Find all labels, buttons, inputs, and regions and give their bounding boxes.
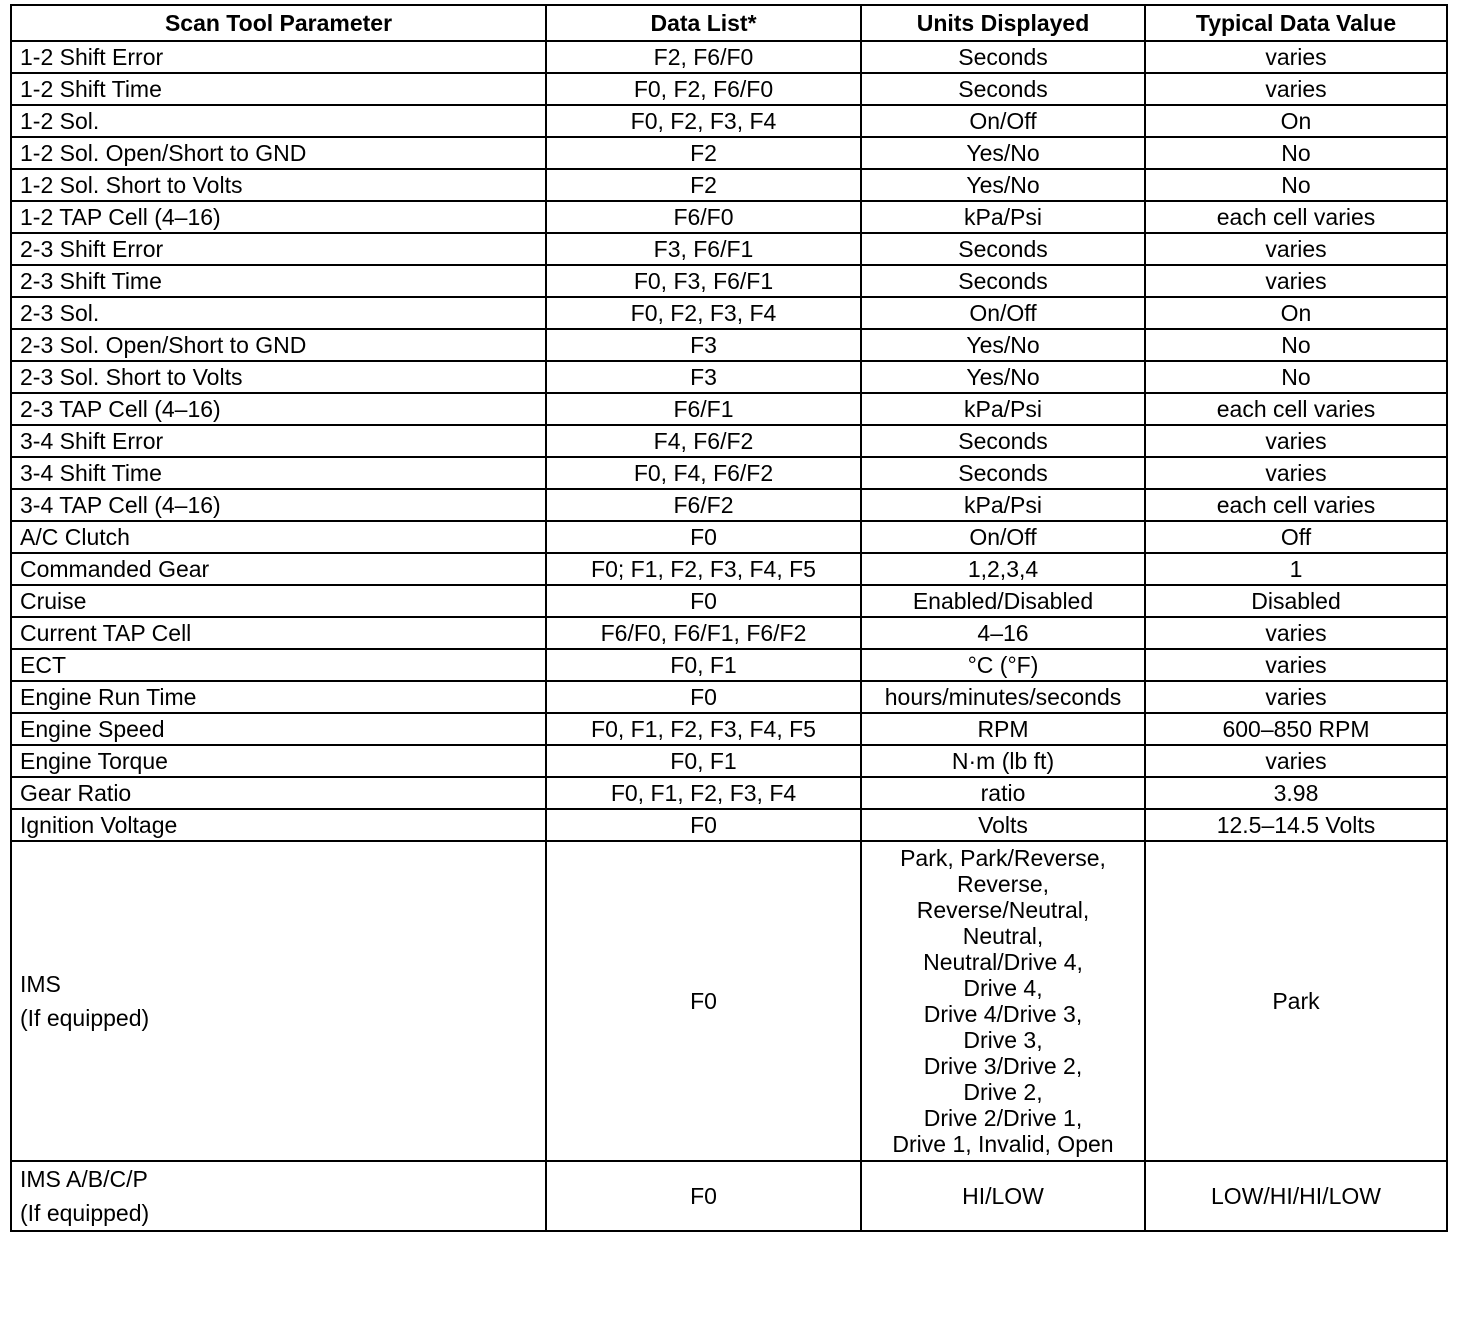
cell-units [861, 841, 1145, 1161]
table-row [11, 41, 1447, 73]
header-units-displayed: Units Displayed [861, 5, 1145, 41]
table-row [11, 713, 1447, 745]
cell-data-list: F0 [546, 521, 861, 553]
ims-param-name: IMS [20, 971, 61, 997]
table-row [11, 233, 1447, 265]
table-row [11, 649, 1447, 681]
ims-units-line: Drive 4/Drive 3, [923, 1001, 1083, 1027]
cell-data-list: F0 [546, 841, 861, 1161]
ims-units-line: Neutral, [962, 923, 1044, 949]
cell-parameter: 3-4 Shift Time [11, 457, 546, 489]
cell-parameter: Ignition Voltage [11, 809, 546, 841]
cell-units: Yes/No [861, 169, 1145, 201]
cell-parameter: 3-4 TAP Cell (4–16) [11, 489, 546, 521]
cell-parameter: 3-4 Shift Error [11, 425, 546, 457]
cell-units: Seconds [861, 425, 1145, 457]
table-row [11, 105, 1447, 137]
cell-value: each cell varies [1145, 201, 1447, 233]
cell-value: varies [1145, 233, 1447, 265]
cell-units: Seconds [861, 41, 1145, 73]
cell-units: Yes/No [861, 329, 1145, 361]
cell-parameter: Engine Torque [11, 745, 546, 777]
table-row [11, 681, 1447, 713]
table-row [11, 265, 1447, 297]
cell-data-list: F0, F2, F3, F4 [546, 105, 861, 137]
cell-value: No [1145, 329, 1447, 361]
cell-value: 600–850 RPM [1145, 713, 1447, 745]
cell-parameter: Cruise [11, 585, 546, 617]
scan-tool-parameter-table [10, 4, 1448, 1232]
cell-parameter: 2-3 TAP Cell (4–16) [11, 393, 546, 425]
cell-value: varies [1145, 73, 1447, 105]
cell-parameter: A/C Clutch [11, 521, 546, 553]
cell-parameter [11, 1161, 546, 1231]
ims-units-line: Drive 3/Drive 2, [923, 1053, 1083, 1079]
cell-value: No [1145, 137, 1447, 169]
table-row [11, 457, 1447, 489]
cell-data-list: F0 [546, 585, 861, 617]
cell-units: 4–16 [861, 617, 1145, 649]
cell-value: varies [1145, 681, 1447, 713]
cell-value: On [1145, 105, 1447, 137]
ims-units-line: Drive 1, Invalid, Open [892, 1131, 1114, 1157]
table-row [11, 489, 1447, 521]
ims-abcp-param-name: IMS A/B/C/P [20, 1166, 148, 1192]
cell-units: °C (°F) [861, 649, 1145, 681]
cell-value: No [1145, 361, 1447, 393]
table-row-ims-abcp [11, 1161, 1447, 1231]
ims-abcp-param-note: (If equipped) [20, 1200, 150, 1226]
cell-parameter: 1-2 TAP Cell (4–16) [11, 201, 546, 233]
cell-units: kPa/Psi [861, 393, 1145, 425]
cell-units: On/Off [861, 297, 1145, 329]
cell-data-list: F0, F4, F6/F2 [546, 457, 861, 489]
table-row [11, 521, 1447, 553]
cell-value: varies [1145, 617, 1447, 649]
cell-value: varies [1145, 745, 1447, 777]
cell-value: varies [1145, 265, 1447, 297]
table-row [11, 361, 1447, 393]
cell-data-list: F0 [546, 681, 861, 713]
cell-parameter: Current TAP Cell [11, 617, 546, 649]
cell-value: No [1145, 169, 1447, 201]
table-row [11, 169, 1447, 201]
cell-units: Seconds [861, 457, 1145, 489]
header-data-list: Data List* [546, 5, 861, 41]
cell-value: Park [1145, 841, 1447, 1161]
cell-parameter: 2-3 Sol. Short to Volts [11, 361, 546, 393]
cell-value: 1 [1145, 553, 1447, 585]
cell-value: varies [1145, 41, 1447, 73]
cell-parameter: Commanded Gear [11, 553, 546, 585]
cell-parameter: Engine Run Time [11, 681, 546, 713]
cell-value: 3.98 [1145, 777, 1447, 809]
ims-units-line: Neutral/Drive 4, [923, 949, 1083, 975]
cell-data-list: F3 [546, 361, 861, 393]
cell-data-list: F3, F6/F1 [546, 233, 861, 265]
cell-data-list: F2 [546, 169, 861, 201]
ims-units-line: Reverse, [956, 871, 1050, 897]
cell-units: Yes/No [861, 137, 1145, 169]
cell-units: hours/minutes/seconds [861, 681, 1145, 713]
cell-value: On [1145, 297, 1447, 329]
header-scan-tool-parameter: Scan Tool Parameter [11, 5, 546, 41]
table-row [11, 137, 1447, 169]
table-row [11, 73, 1447, 105]
cell-data-list: F6/F1 [546, 393, 861, 425]
cell-units: N·m (lb ft) [861, 745, 1145, 777]
table-row [11, 329, 1447, 361]
cell-parameter: 1-2 Sol. [11, 105, 546, 137]
ims-units-line: Drive 2/Drive 1, [923, 1105, 1083, 1131]
table-row [11, 553, 1447, 585]
cell-data-list: F3 [546, 329, 861, 361]
table-row [11, 425, 1447, 457]
cell-parameter: ECT [11, 649, 546, 681]
cell-value: varies [1145, 649, 1447, 681]
ims-units-line: Drive 3, [963, 1027, 1043, 1053]
table-row [11, 393, 1447, 425]
cell-data-list: F0, F1, F2, F3, F4, F5 [546, 713, 861, 745]
cell-units: 1,2,3,4 [861, 553, 1145, 585]
cell-data-list: F6/F2 [546, 489, 861, 521]
table-header-row [11, 5, 1447, 41]
cell-data-list: F4, F6/F2 [546, 425, 861, 457]
cell-data-list: F0, F3, F6/F1 [546, 265, 861, 297]
cell-units: RPM [861, 713, 1145, 745]
cell-units: HI/LOW [861, 1161, 1145, 1231]
cell-parameter: 1-2 Sol. Open/Short to GND [11, 137, 546, 169]
table-row [11, 297, 1447, 329]
table-row [11, 201, 1447, 233]
cell-parameter: 2-3 Shift Error [11, 233, 546, 265]
ims-units-line: Reverse/Neutral, [916, 897, 1090, 923]
cell-data-list: F6/F0 [546, 201, 861, 233]
cell-units: On/Off [861, 105, 1145, 137]
cell-units: kPa/Psi [861, 201, 1145, 233]
cell-data-list: F6/F0, F6/F1, F6/F2 [546, 617, 861, 649]
cell-value: LOW/HI/HI/LOW [1145, 1161, 1447, 1231]
table-row [11, 585, 1447, 617]
cell-value: each cell varies [1145, 489, 1447, 521]
cell-parameter [11, 841, 546, 1161]
cell-units: Yes/No [861, 361, 1145, 393]
cell-units: ratio [861, 777, 1145, 809]
cell-units: Volts [861, 809, 1145, 841]
cell-value: varies [1145, 457, 1447, 489]
cell-units: Enabled/Disabled [861, 585, 1145, 617]
header-typical-data-value: Typical Data Value [1145, 5, 1447, 41]
table-row [11, 777, 1447, 809]
cell-value: Off [1145, 521, 1447, 553]
ims-units-line: Drive 4, [963, 975, 1043, 1001]
cell-data-list: F0, F1 [546, 745, 861, 777]
ims-units-line: Park, Park/Reverse, [900, 845, 1106, 871]
cell-data-list: F0 [546, 1161, 861, 1231]
cell-units: On/Off [861, 521, 1145, 553]
ims-param-note: (If equipped) [20, 1005, 150, 1031]
cell-units: kPa/Psi [861, 489, 1145, 521]
cell-value: each cell varies [1145, 393, 1447, 425]
cell-data-list: F0, F1, F2, F3, F4 [546, 777, 861, 809]
cell-value: Disabled [1145, 585, 1447, 617]
cell-data-list: F0; F1, F2, F3, F4, F5 [546, 553, 861, 585]
cell-data-list: F2, F6/F0 [546, 41, 861, 73]
cell-value: 12.5–14.5 Volts [1145, 809, 1447, 841]
cell-parameter: Engine Speed [11, 713, 546, 745]
cell-parameter: 2-3 Sol. Open/Short to GND [11, 329, 546, 361]
table-body [11, 41, 1447, 1231]
cell-parameter: 2-3 Shift Time [11, 265, 546, 297]
cell-parameter: 2-3 Sol. [11, 297, 546, 329]
cell-parameter: 1-2 Shift Time [11, 73, 546, 105]
cell-parameter: Gear Ratio [11, 777, 546, 809]
cell-data-list: F0, F2, F6/F0 [546, 73, 861, 105]
cell-units: Seconds [861, 233, 1145, 265]
cell-value: varies [1145, 425, 1447, 457]
cell-data-list: F0 [546, 809, 861, 841]
cell-parameter: 1-2 Shift Error [11, 41, 546, 73]
cell-units: Seconds [861, 265, 1145, 297]
table-row-ims [11, 841, 1447, 1161]
cell-data-list: F2 [546, 137, 861, 169]
cell-parameter: 1-2 Sol. Short to Volts [11, 169, 546, 201]
cell-data-list: F0, F1 [546, 649, 861, 681]
table-row [11, 745, 1447, 777]
cell-data-list: F0, F2, F3, F4 [546, 297, 861, 329]
cell-units: Seconds [861, 73, 1145, 105]
table-row [11, 809, 1447, 841]
ims-units-line: Drive 2, [963, 1079, 1043, 1105]
table-row [11, 617, 1447, 649]
